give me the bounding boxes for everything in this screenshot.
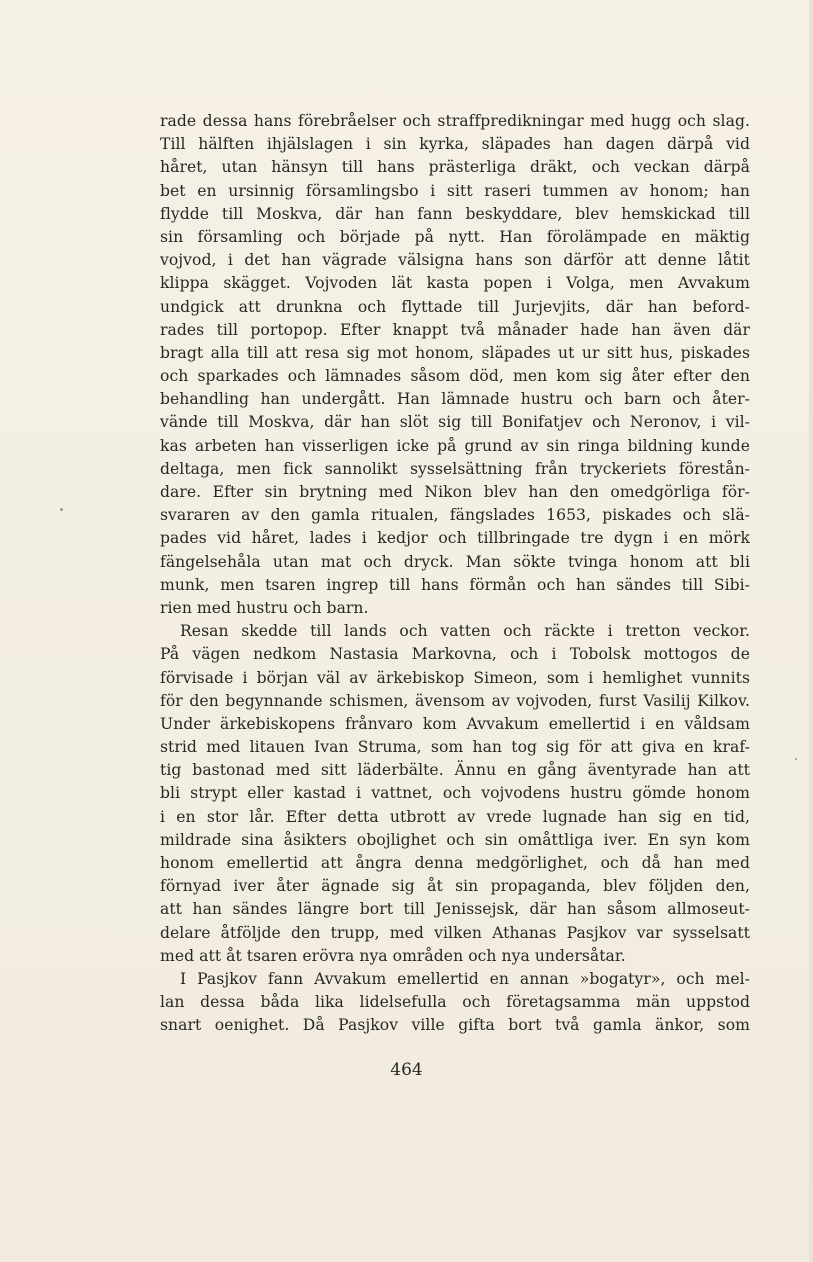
- text-line: håret, utan hänsyn till hans prästerliga dräkt, och veckan därpå: [160, 158, 750, 177]
- text-line: för den begynnande schismen, ävensom av vojvoden, furst Vasilij Kilkov.: [160, 691, 750, 710]
- text-line: rien med hustru och barn.: [160, 598, 369, 617]
- text-line: behandling han undergått. Han lämnade hustru och barn och åter-: [160, 390, 750, 409]
- text-line: honom emellertid att ångra denna medgörlighet, och då han med: [160, 854, 750, 872]
- text-line: strid med litauen Ivan Struma, som han tog sig för att giva en kraf-: [160, 738, 750, 757]
- body-text: [160, 110, 750, 1038]
- text-line: pades vid håret, lades i kedjor och tillbringade tre dygn i en mörk: [160, 529, 750, 548]
- text-line: deltaga, men fick sannolikt sysselsättning från tryckeriets förestån-: [160, 459, 750, 478]
- text-line: snart oenighet. Då Pasjkov ville gifta bort två gamla änkor, som: [160, 1016, 750, 1035]
- text-line: flydde till Moskva, där han fann beskyddare, blev hemskickad till: [160, 204, 750, 223]
- text-line: bli strypt eller kastad i vattnet, och vojvodens hustru gömde honom: [160, 784, 750, 803]
- text-line: förnyad iver åter ägnade sig åt sin propaganda, blev följden den,: [160, 877, 750, 896]
- text-line: vände till Moskva, där han slöt sig till Bonifatjev och Neronov, i vil-: [160, 413, 750, 432]
- text-line: Under ärkebiskopens frånvaro kom Avvakum emellertid i en våldsam: [160, 714, 750, 733]
- text-line: och sparkades och lämnades såsom död, men kom sig åter efter den: [160, 367, 750, 386]
- text-line: med att åt tsaren erövra nya områden och nya undersåtar.: [160, 946, 626, 965]
- text-line: klippa skägget. Vojvoden lät kasta popen i Volga, men Avvakum: [160, 274, 750, 293]
- text-line: sin församling och började på nytt. Han förolämpade en mäktig: [160, 227, 750, 246]
- paper-speck: [60, 508, 63, 511]
- text-line: munk, men tsaren ingrep till hans förmån och han sändes till Sibi-: [160, 575, 750, 594]
- text-line: Till hälften ihjälslagen i sin kyrka, släpades han dagen därpå vid: [160, 135, 750, 154]
- text-line: lan dessa båda lika lidelsefulla och företagsamma män uppstod: [160, 993, 750, 1012]
- text-line: i en stor lår. Efter detta utbrott av vrede lugnade han sig en tid,: [160, 807, 750, 826]
- text-line: På vägen nedkom Nastasia Markovna, och i Tobolsk mottogos de: [160, 645, 750, 664]
- text-line: rades till portopop. Efter knappt två månader hade han även där: [160, 320, 750, 339]
- text-line: kas arbeten han visserligen icke på grund av sin ringa bildning kunde: [160, 436, 750, 455]
- text-line: förvisade i början väl av ärkebiskop Simeon, som i hemlighet vunnits: [160, 668, 750, 687]
- text-line: bragt alla till att resa sig mot honom, släpades ut ur sitt hus, piskades: [160, 343, 750, 362]
- text-line: tig bastonad med sitt läderbälte. Ännu en gång äventyrade han att: [160, 761, 750, 780]
- text-line: dare. Efter sin brytning med Nikon blev han den omedgörliga för-: [160, 483, 750, 501]
- text-line: mildrade sina åsikters obojlighet och sin omåttliga iver. En syn kom: [160, 830, 750, 849]
- text-line: rade dessa hans förebråelser och straffpredikningar med hugg och slag.: [160, 112, 750, 130]
- text-line: undgick att drunkna och flyttade till Jurjevjits, där han beford-: [160, 297, 750, 316]
- text-line: Resan skedde till lands och vatten och räckte i tretton veckor.: [180, 622, 750, 641]
- text-line: I Pasjkov fann Avvakum emellertid en annan »bogatyr», och mel-: [180, 969, 750, 988]
- text-line: vojvod, i det han vägrade välsigna hans son därför att denne låtit: [160, 251, 750, 270]
- text-line: bet en ursinnig församlingsbo i sitt raseri tummen av honom; han: [160, 181, 750, 200]
- text-line: delare åtföljde den trupp, med vilken Athanas Pasjkov var sysselsatt: [160, 923, 750, 942]
- text-line: att han sändes längre bort till Jenissejsk, där han såsom allmoseut-: [160, 900, 750, 919]
- text-line: svararen av den gamla ritualen, fängslades 1653, piskades och slä-: [160, 506, 750, 525]
- text-line: fängelsehåla utan mat och dryck. Man sökte tvinga honom att bli: [160, 552, 750, 571]
- paper-speck: [795, 758, 797, 760]
- page-number: 464: [390, 1060, 423, 1080]
